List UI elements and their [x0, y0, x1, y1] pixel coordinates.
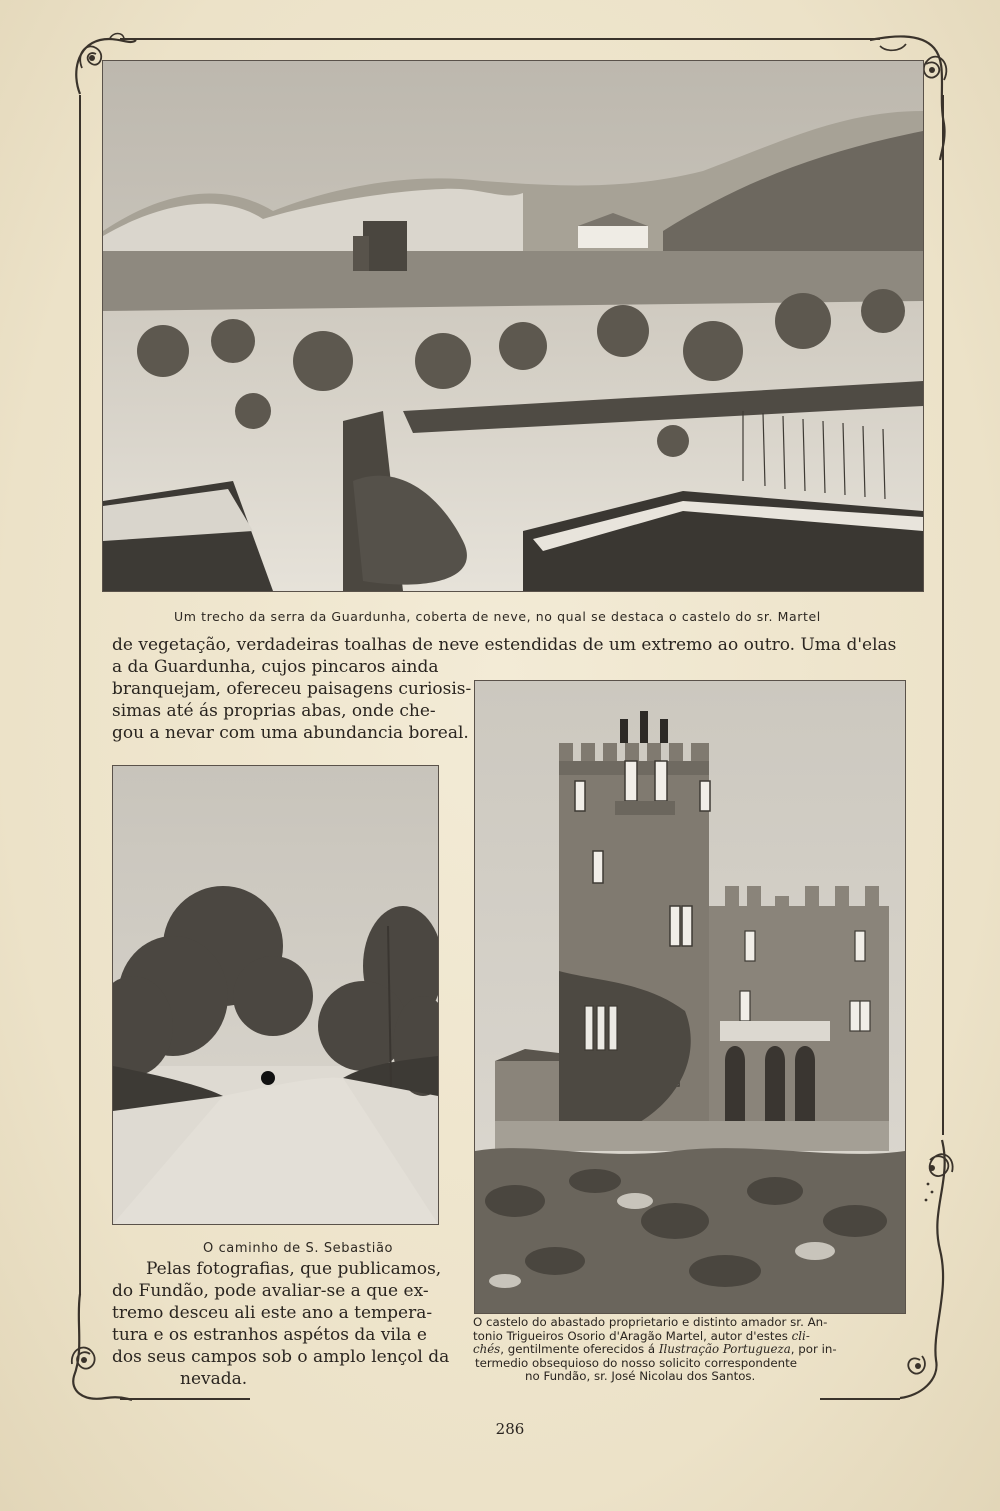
castle-caption-line-1: O castelo do abastado proprietario e distinto amador sr. An-: [473, 1315, 828, 1329]
castle-caption-line-3a: chés: [473, 1342, 501, 1357]
castle-photo: [474, 680, 906, 1314]
castle-caption-line-2: [473, 1330, 913, 1344]
castle-caption-line-3: [473, 1343, 913, 1357]
castle-caption-line-2b: cli-: [791, 1328, 810, 1343]
frame-left-line: [79, 95, 81, 1295]
snow-landscape-photo: [102, 60, 924, 592]
frame-top-line: [120, 38, 880, 40]
road-photo-caption: O caminho de S. Sebastião: [203, 1241, 394, 1256]
top-photo-caption: Um trecho da serra da Guardunha, coberta de neve, no qual se destaca o castelo do sr. Martel: [174, 609, 821, 624]
intro-line-2: a da Guardunha, cujos pincaros ainda: [112, 657, 439, 677]
castle-caption-line-3d: , por in-: [790, 1342, 837, 1357]
closing-line-5: dos seus campos sob o amplo lençol da: [112, 1347, 450, 1367]
intro-line-1: de vegetação, verdadeiras toalhas de neve estendidas de um extremo ao outro. Uma d'elas: [112, 635, 897, 655]
intro-line-5: gou a nevar com uma abundancia boreal.: [112, 723, 469, 743]
intro-paragraph-continued: [112, 656, 472, 744]
castle-photo-caption: [473, 1316, 913, 1384]
page-number: 286: [495, 1420, 525, 1438]
closing-line-6: nevada.: [180, 1369, 248, 1389]
castle-caption-line-3b: , gentilmente oferecidos á: [500, 1342, 659, 1357]
intro-line-3: branquejam, ofereceu paisagens curiosis-: [112, 679, 472, 699]
castle-caption-line-4: termedio obsequioso do nosso solicito correspondente: [475, 1355, 798, 1370]
frame-right-line: [942, 95, 944, 1135]
closing-line-4: tura e os estranhos aspétos da vila e: [112, 1325, 427, 1345]
intro-line-4: simas até ás proprias abas, onde che-: [112, 701, 436, 721]
castle-caption-line-2a: tonio Trigueiros Osorio d'Aragão Martel, autor d'estes: [473, 1328, 792, 1343]
castle-caption-line-5: no Fundão, sr. José Nicolau dos Santos.: [525, 1369, 756, 1384]
road-photo: [112, 765, 439, 1225]
closing-paragraph: [112, 1258, 457, 1390]
castle-caption-line-3c: Ilustração Portugueza: [658, 1342, 791, 1357]
closing-line-1: Pelas fotografias, que publicamos,: [146, 1259, 442, 1279]
closing-line-2: do Fundão, pode avaliar-se a que ex-: [112, 1281, 429, 1301]
intro-paragraph: [112, 634, 902, 656]
closing-line-3: tremo desceu ali este ano a tempera-: [112, 1303, 433, 1323]
